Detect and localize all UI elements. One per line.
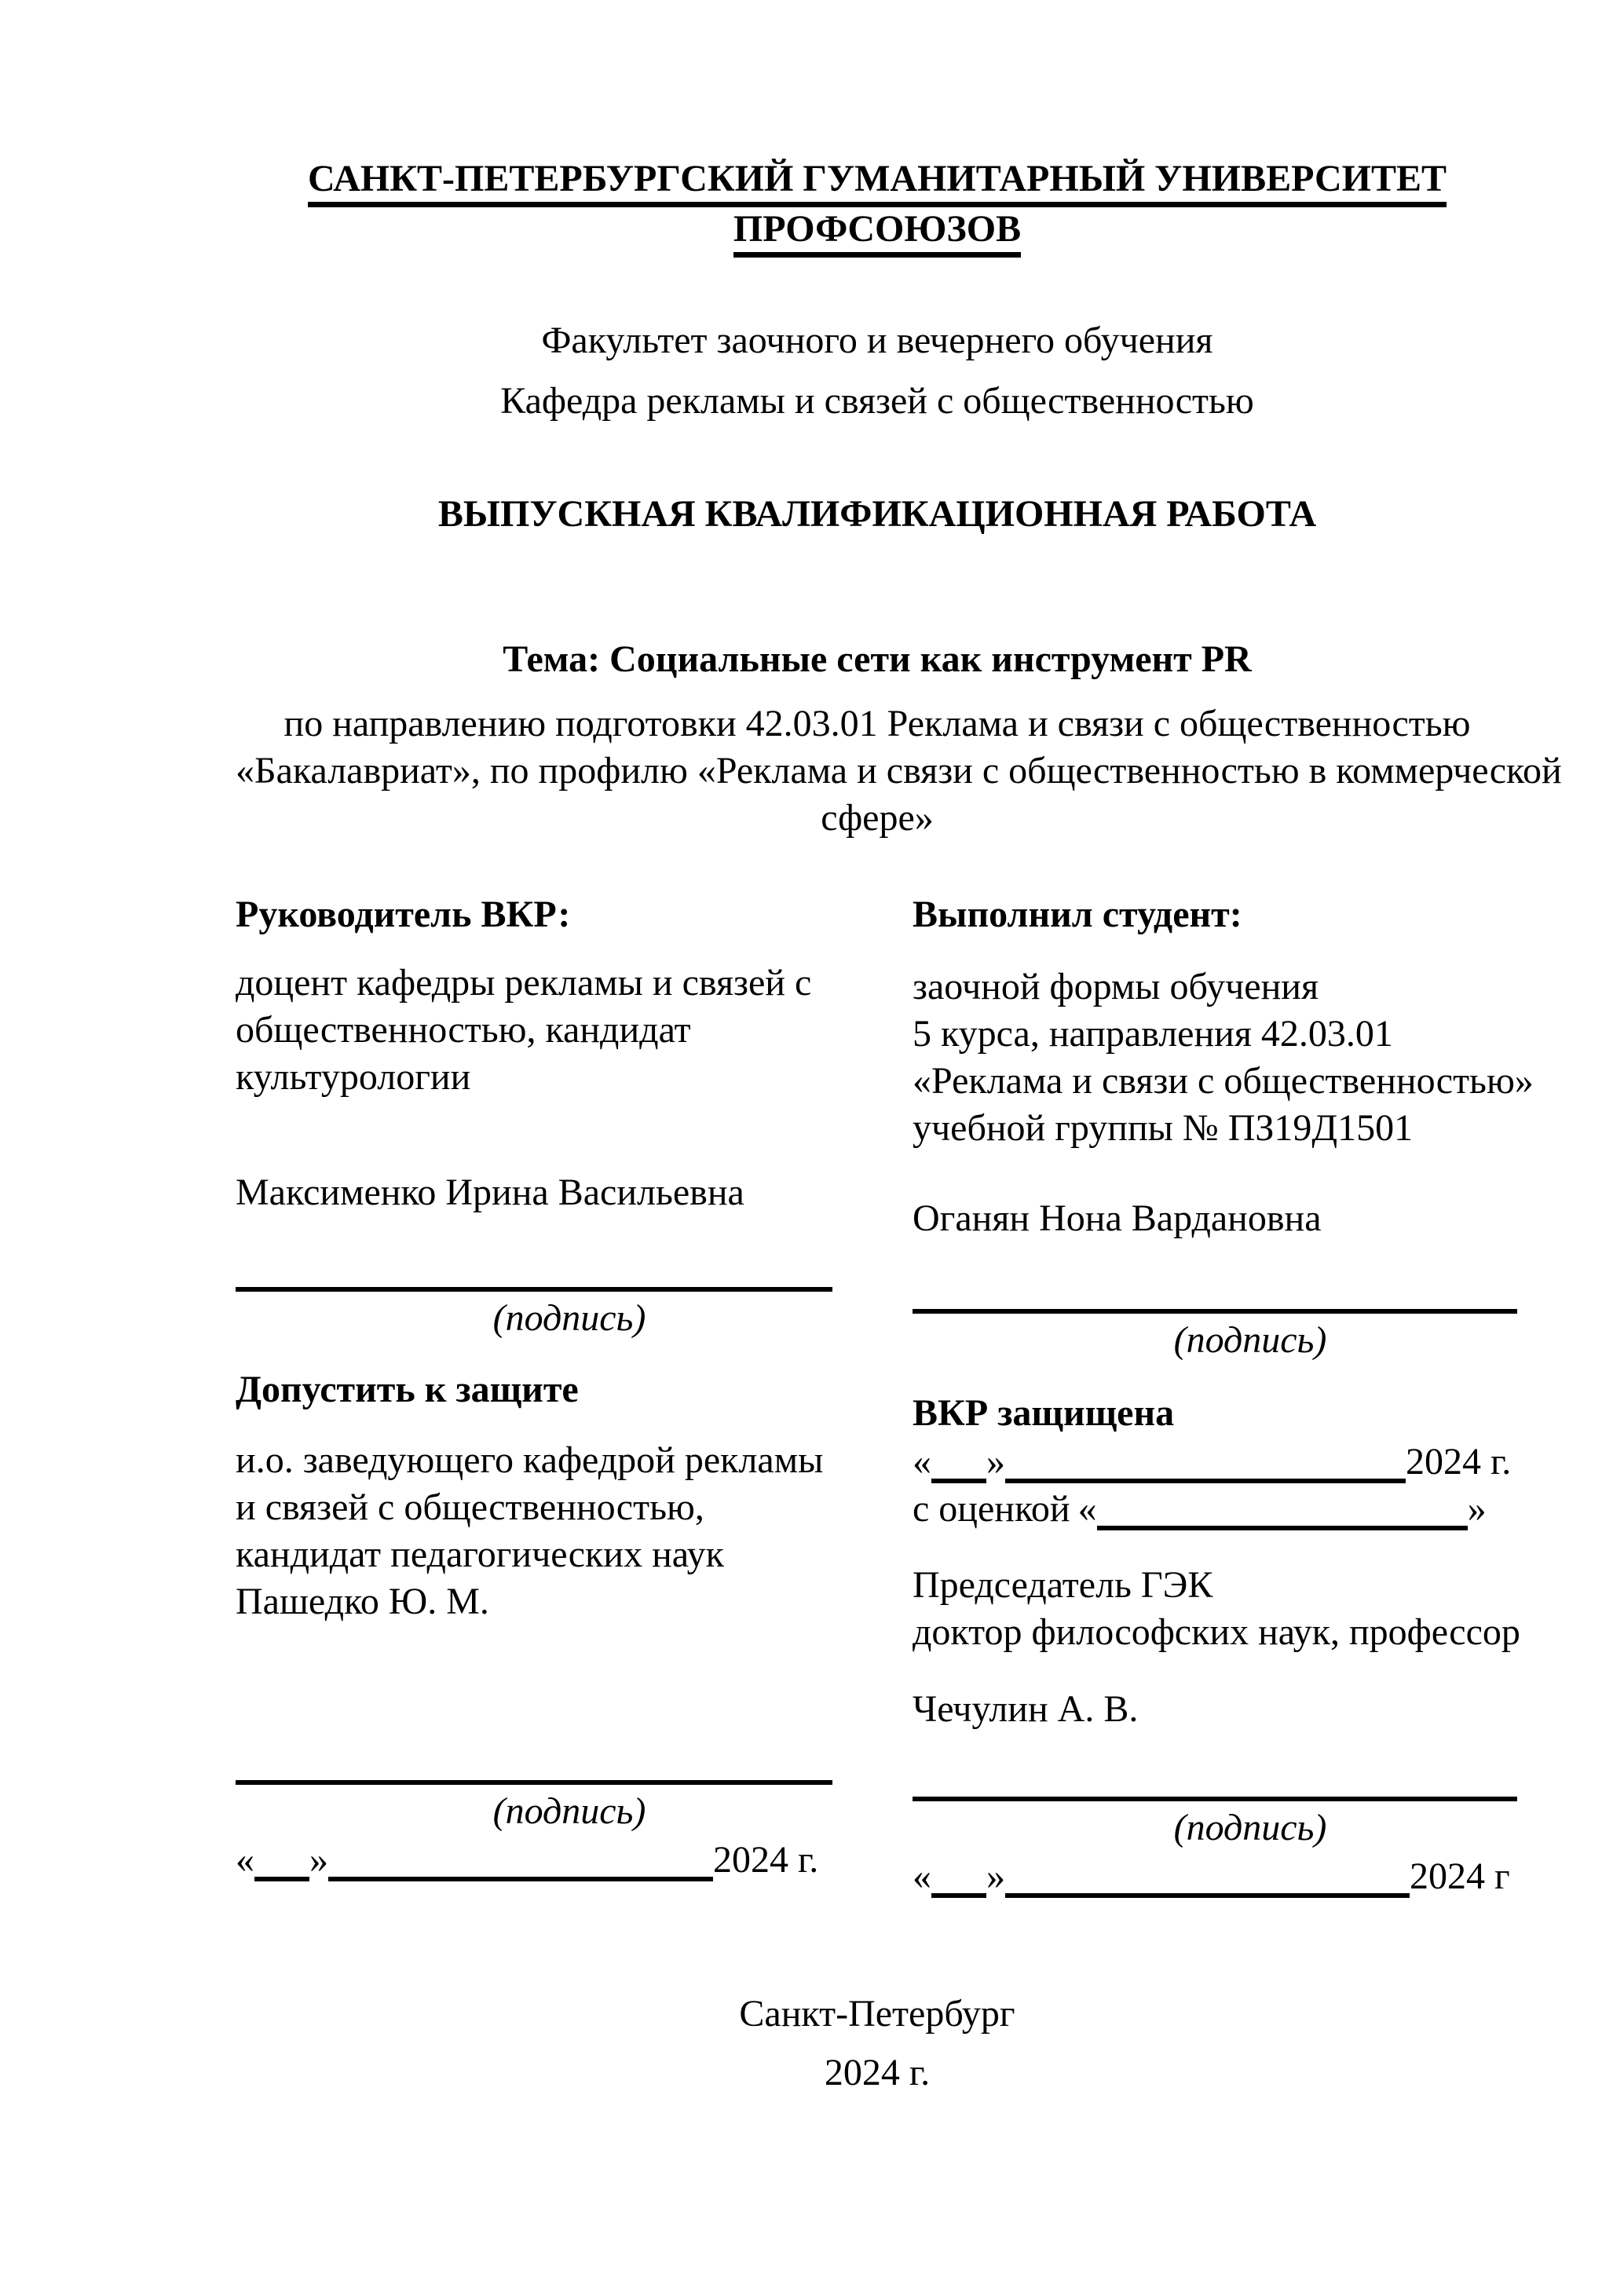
supervisor-signature-caption: (подпись) [492, 1297, 646, 1339]
chairman-line: доктор философских наук, профессор [913, 1611, 1520, 1653]
program-line: сфере» [821, 797, 934, 839]
student-signature-line [913, 1309, 1517, 1314]
day-blank [931, 1890, 986, 1898]
chairman-info [913, 1562, 1519, 1656]
signature-columns [236, 891, 1534, 1900]
chairman-signature-line [913, 1797, 1517, 1801]
program-line: по направлению подготовки 42.03.01 Реклама и связи с общественностью [283, 703, 1471, 744]
admission-signature-caption: (подпись) [492, 1790, 646, 1832]
student-info-line: «Реклама и связи с общественностью» [913, 1060, 1534, 1102]
student-heading: Выполнил студент: [913, 894, 1242, 935]
day-blank [254, 1874, 309, 1881]
approver-line: кандидат педагогических наук [236, 1534, 724, 1575]
supervisor-column [236, 891, 836, 1900]
thesis-topic: Тема: Социальные сети как инструмент PR [503, 638, 1252, 680]
admission-heading: Допустить к защите [236, 1369, 579, 1410]
grade-blank [1097, 1523, 1468, 1530]
work-type-heading: ВЫПУСКНАЯ КВАЛИФИКАЦИОННАЯ РАБОТА [437, 493, 1317, 535]
approver-line: и.о. заведующего кафедрой рекламы [236, 1439, 824, 1481]
page-content [236, 0, 1562, 2296]
supervisor-position-line: доцент кафедры рекламы и связей с [236, 962, 812, 1004]
approver-line: Пашедко Ю. М. [236, 1581, 489, 1622]
student-name: Оганян Нона Вардановна [913, 1197, 1322, 1239]
chairman-signature-caption: (подпись) [1173, 1807, 1327, 1848]
day-blank [931, 1475, 986, 1483]
supervisor-position [236, 960, 836, 1101]
program-line: «Бакалавриат», по профилю «Реклама и связи с общественностью в коммерческой [236, 750, 1562, 792]
student-column [913, 891, 1534, 1900]
supervisor-position-line: культурологии [236, 1056, 471, 1098]
approver-line: и связей с общественностью, [236, 1486, 704, 1528]
chairman-year: 2024 г [1410, 1855, 1510, 1897]
university-title-line2: ПРОФСОЮЗОВ [236, 207, 1519, 251]
defense-status-heading: ВКР защищена [913, 1392, 1175, 1434]
supervisor-signature-line [236, 1287, 832, 1292]
supervisor-position-line: общественностью, кандидат [236, 1009, 691, 1051]
quote-close: » [1467, 1488, 1487, 1530]
university-title-line1: САНКТ-ПЕТЕРБУРГСКИЙ ГУМАНИТАРНЫЙ УНИВЕРСИТЕТ [236, 157, 1519, 201]
program-description [236, 700, 1562, 842]
quote-open: « [913, 1855, 931, 1897]
quote-open: « [236, 1839, 254, 1881]
month-blank [328, 1874, 713, 1881]
student-info-line: 5 курса, направления 42.03.01 [913, 1013, 1393, 1055]
grade-line [913, 1486, 1519, 1533]
quote-open: « [1077, 1488, 1097, 1530]
chairman-line: Председатель ГЭК [913, 1564, 1213, 1606]
supervisor-heading: Руководитель ВКР: [236, 894, 571, 935]
student-info-line: заочной формы обучения [913, 966, 1319, 1007]
defense-date-line [913, 1439, 1519, 1486]
approver-info [236, 1437, 836, 1625]
footer-year: 2024 г. [824, 2052, 931, 2093]
supervisor-name: Максименко Ирина Васильевна [236, 1172, 744, 1213]
quote-close: » [309, 1839, 328, 1881]
university-title [236, 157, 1519, 251]
month-blank [1005, 1890, 1410, 1898]
footer-city: Санкт-Петербург [739, 1993, 1015, 2035]
department-name: Кафедра рекламы и связей с общественностью [500, 380, 1254, 422]
quote-open: « [913, 1441, 931, 1483]
student-signature-caption: (подпись) [1173, 1319, 1327, 1361]
faculty-name: Факультет заочного и вечернего обучения [541, 320, 1213, 361]
defense-year: 2024 г. [1406, 1441, 1512, 1483]
chairman-date-line [913, 1853, 1519, 1900]
quote-close: » [986, 1855, 1005, 1897]
student-info [913, 963, 1534, 1152]
admission-year: 2024 г. [713, 1839, 819, 1881]
chairman-name: Чечулин А. В. [913, 1688, 1139, 1730]
grade-label: с оценкой [913, 1488, 1070, 1530]
quote-close: » [986, 1441, 1005, 1483]
admission-signature-line [236, 1780, 832, 1785]
student-info-line: учебной группы № ПЗ19Д1501 [913, 1107, 1414, 1149]
month-blank [1005, 1475, 1406, 1483]
admission-date-line [236, 1837, 836, 1884]
